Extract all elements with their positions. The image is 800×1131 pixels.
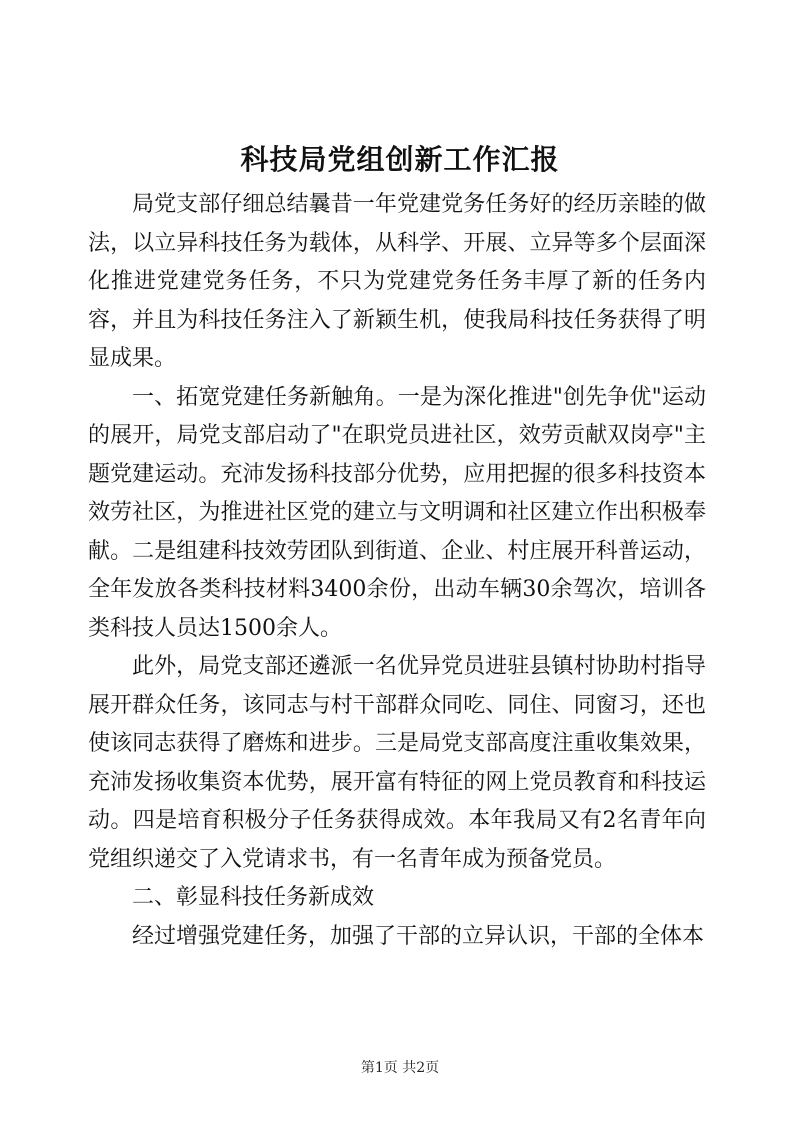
document-title: 科技局党组创新工作汇报	[240, 143, 560, 176]
section-heading-two: 二、彰显科技任务新成效	[132, 885, 375, 910]
document-body	[88, 186, 706, 956]
page-footer: 第1页 共2页	[360, 1060, 440, 1076]
paragraph-intro: 局党支部仔细总结曩昔一年党建党务任务好的经历亲睦的做法，以立异科技任务为载体，从科学、开展、立异等多个层面深化推进党建党务任务，不只为党建党务任务丰厚了新的任务内容，并且为科技任务注入了新颖生机，使我局科技任务获得了明显成果。	[88, 192, 706, 371]
paragraph-additional: 此外，局党支部还遴派一名优异党员进驻县镇村协助村指导展开群众任务，该同志与村干部群众同吃、同住、同窗习，还也使该同志获得了磨炼和进步。三是局党支部高度注重收集效果，充沛发扬收集资本优势，展开富有特征的网上党员教育和科技运动。四是培育积极分子任务获得成效。本年我局又有2名青年向党组织递交了入党请求书，有一名青年成为预备党员。	[88, 654, 706, 872]
paragraph-section-one: 一、拓宽党建任务新触角。一是为深化推进"创先争优"运动的展开，局党支部启动了"在职党员进社区，效劳贡献双岗亭"主题党建运动。充沛发扬科技部分优势，应用把握的很多科技资本效劳社区，为推进社区党的建立与文明调和社区建立作出积极奉献。二是组建科技效劳团队到街道、企业、村庄展开科普运动，全年发放各类科技材料3400余份，出动车辆30余驾次，培训各类科技人员达1500余人。	[88, 384, 706, 641]
paragraph-section-two: 经过增强党建任务，加强了干部的立异认识，干部的全体本	[132, 923, 705, 949]
